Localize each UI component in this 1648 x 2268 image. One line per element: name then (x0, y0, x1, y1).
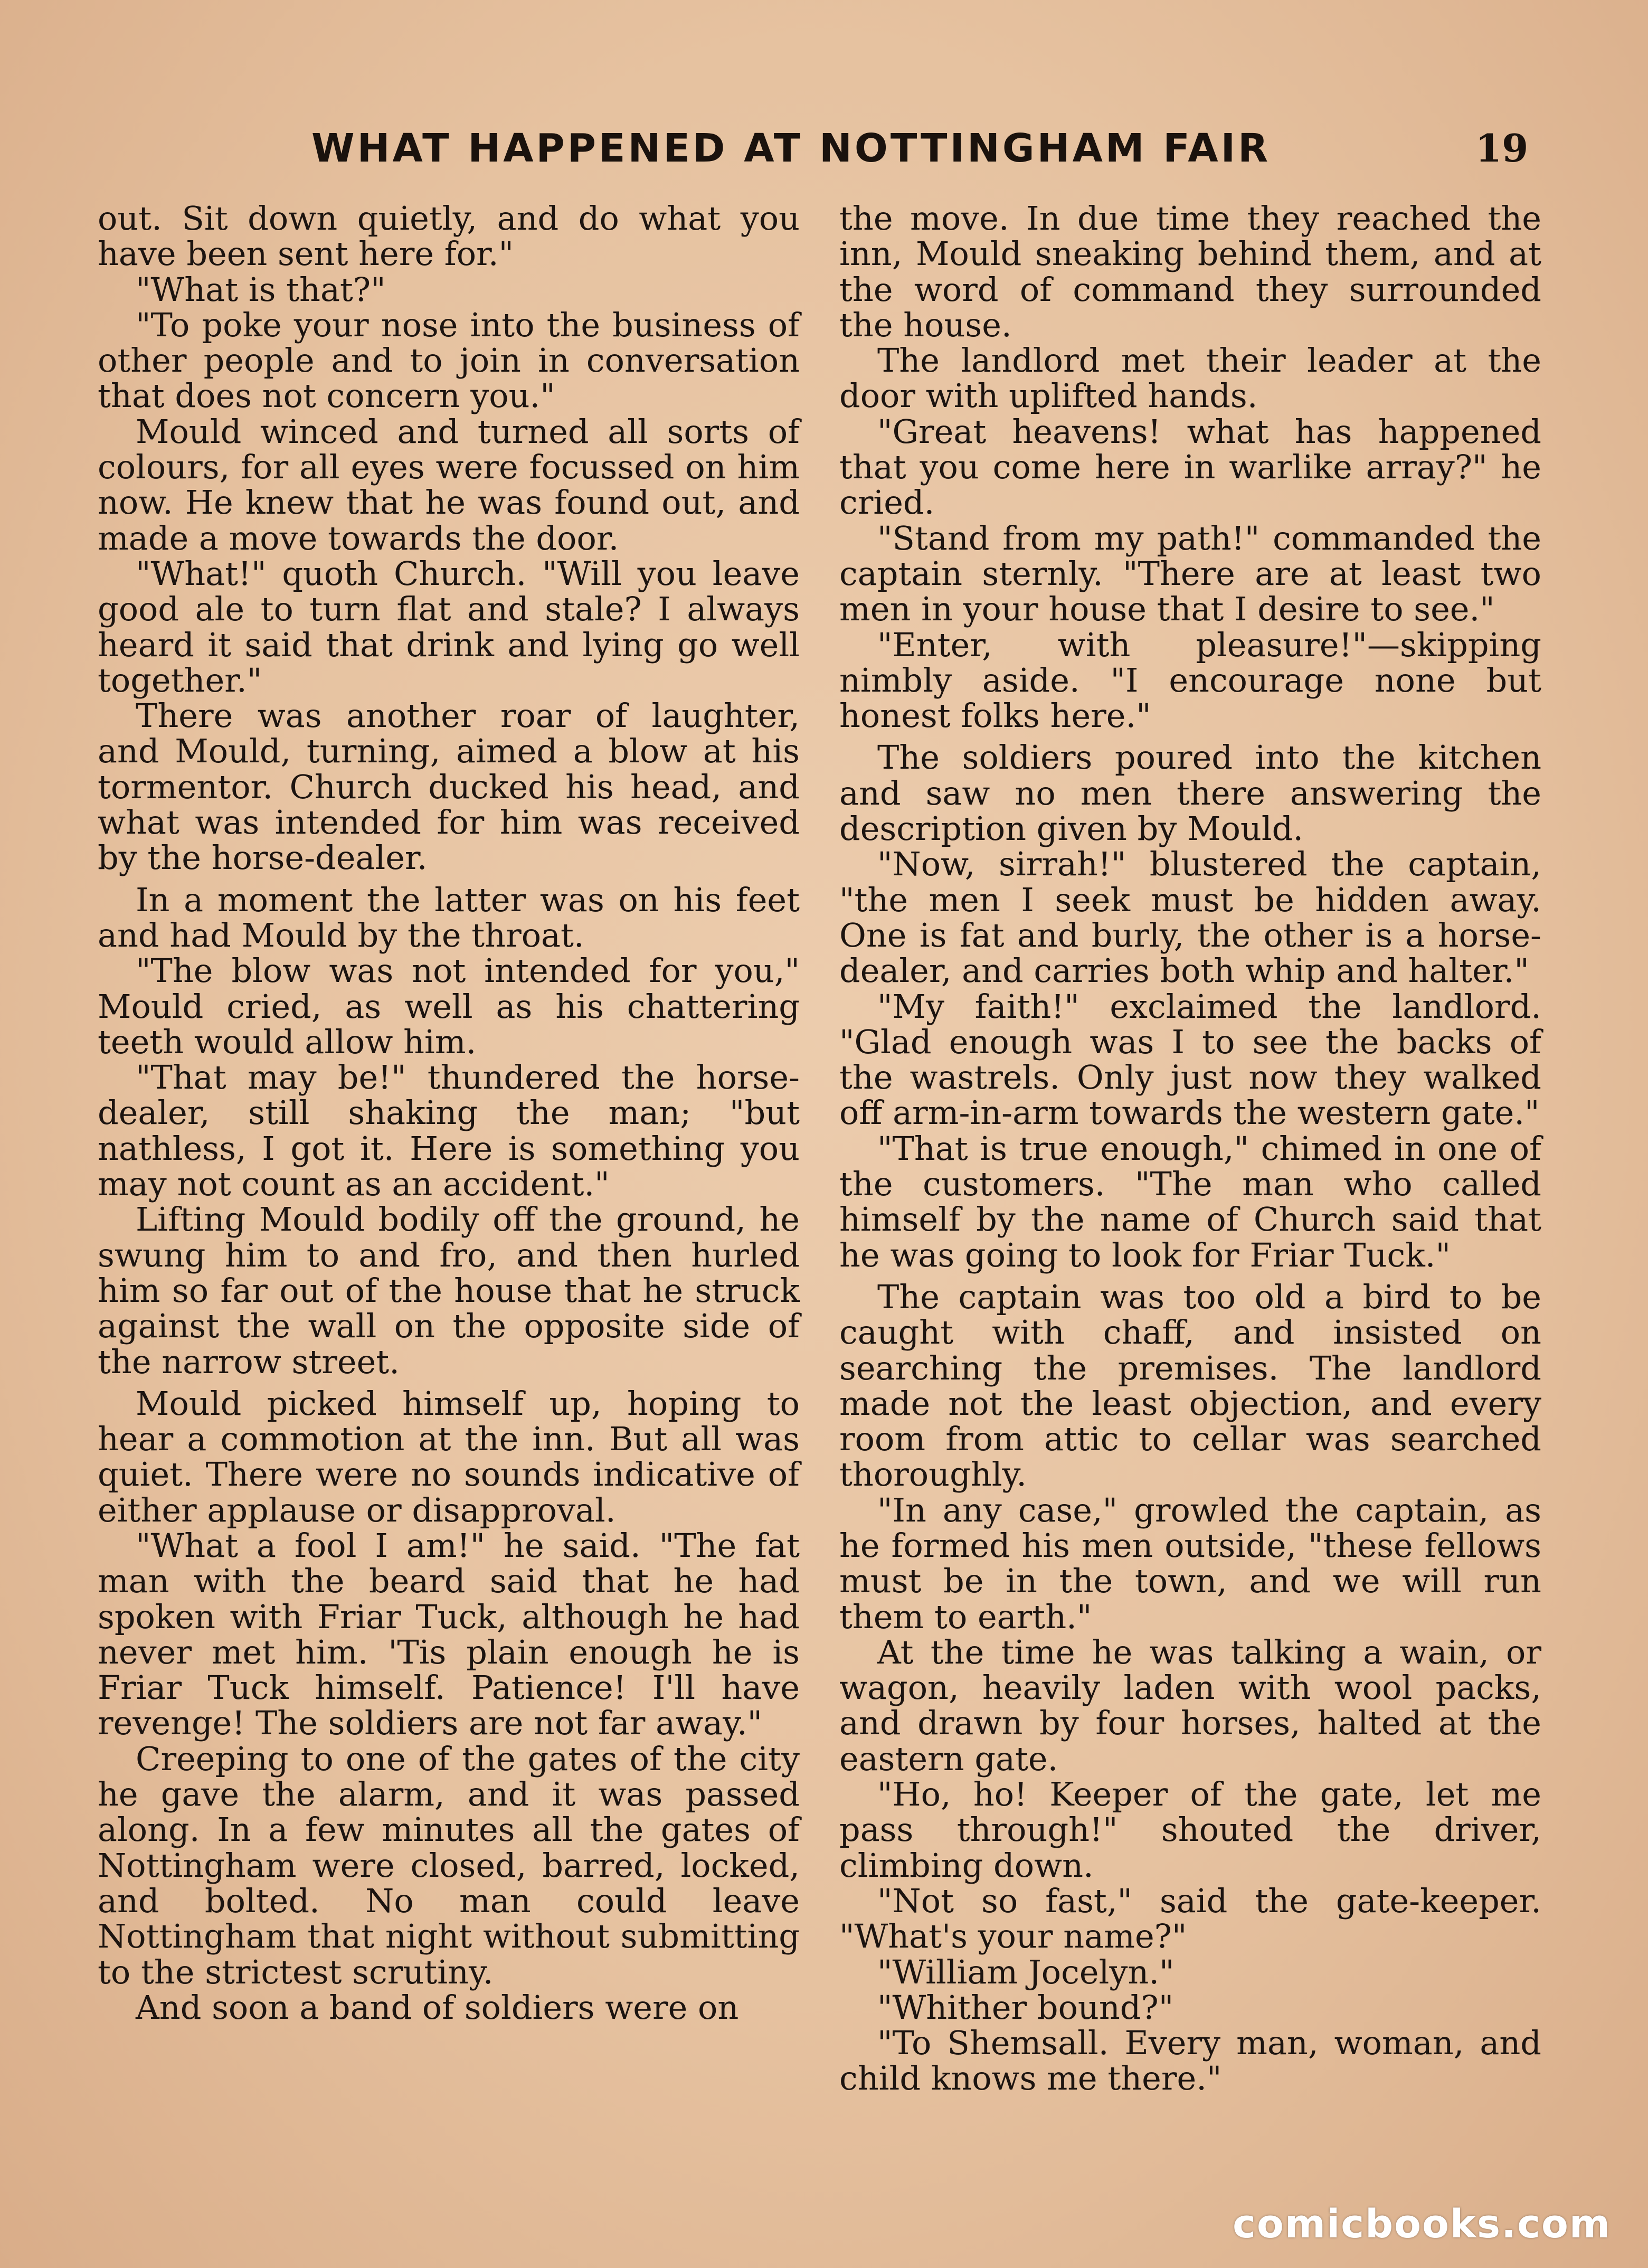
watermark-logo: comicbooks.com (1233, 2201, 1611, 2247)
right-column (839, 201, 1541, 2096)
paragraph: "What is that?" (136, 270, 386, 309)
page-number: 19 (1475, 126, 1529, 171)
paragraph: "Whither bound?" (877, 1988, 1174, 2027)
paragraph: "Ho, ho! Keeper of the gate, let me pass through!" shouted the driver, climbing down. (839, 1775, 1541, 1885)
paragraph: "My faith!" exclaimed the landlord. "Glad enough was I to see the backs of the wastrels. Only just now they walked off arm-in-arm towards the western gate." (839, 987, 1541, 1132)
paragraph: "In any case," growled the captain, as he formed his men outside, "these fellows must be in the town, and we will run them to earth." (839, 1490, 1541, 1636)
paragraph: There was another roar of laughter, and Mould, turning, aimed a blow at his tormentor. Church ducked his head, and what was intended for him was received by the horse-dealer. (98, 696, 800, 877)
paragraph: "Great heavens! what has happened that you come here in warlike array?" he cried. (839, 412, 1541, 522)
left-column (98, 201, 800, 2025)
paragraph: And soon a band of soldiers were on (136, 1988, 739, 2027)
paragraph: "The blow was not intended for you," Mould cried, as well as his chattering teeth would allow him. (98, 951, 800, 1061)
paragraph: "That is true enough," chimed in one of the customers. "The man who called himself by the name of Church said that he was going to look for Friar Tuck." (839, 1129, 1541, 1274)
paragraph: Mould picked himself up, hoping to hear a commotion at the inn. But all was quiet. There were no sounds indicative of either applause or disapproval. (98, 1384, 800, 1529)
paragraph: Mould winced and turned all sorts of colours, for all eyes were focussed on him now. He knew that he was found out, and made a move towards the door. (98, 412, 800, 557)
paragraph: "To Shemsall. Every man, woman, and child knows me there." (839, 2024, 1541, 2098)
paragraph: "What!" quoth Church. "Will you leave good ale to turn flat and stale? I always heard it said that drink and lying go well together." (98, 554, 800, 700)
paragraph: At the time he was talking a wain, or wagon, heavily laden with wool packs, and drawn by four horses, halted at the eastern gate. (839, 1632, 1541, 1778)
paragraph: Lifting Mould bodily off the ground, he swung him to and fro, and then hurled him so far out of the house that he struck against the wall on the opposite side of the narrow street. (98, 1200, 800, 1381)
paragraph: The soldiers poured into the kitchen and saw no men there answering the description given by Mould. (839, 738, 1541, 848)
paragraph: "Enter, with pleasure!"—skipping nimbly aside. "I encourage none but honest folks here." (839, 625, 1541, 735)
paragraph: "Not so fast," said the gate-keeper. "What's your name?" (839, 1881, 1541, 1956)
paragraph: "To poke your nose into the business of other people and to join in conversation that does not concern you." (98, 305, 800, 415)
paragraph: In a moment the latter was on his feet and had Mould by the throat. (98, 880, 800, 955)
paragraph: The landlord met their leader at the door with uplifted hands. (839, 341, 1541, 415)
paragraph: out. Sit down quietly, and do what you have been sent here for." (98, 199, 800, 273)
paragraph: "Stand from my path!" commanded the captain sternly. "There are at least two men in your house that I desire to see." (839, 518, 1541, 629)
running-title: WHAT HAPPENED AT NOTTINGHAM FAIR (311, 126, 1271, 171)
page-header (0, 126, 1648, 184)
paragraph: "William Jocelyn." (877, 1952, 1175, 1991)
paragraph: the move. In due time they reached the inn, Mould sneaking behind them, and at the word of command they surrounded the house. (839, 199, 1541, 344)
paragraph: "That may be!" thundered the horse-dealer, still shaking the man; "but nathless, I got it. Here is something you may not count as an accident." (98, 1058, 800, 1204)
paragraph: "Now, sirrah!" blustered the captain, "the men I seek must be hidden away. One is fat and burly, the other is a horse-dealer, and carries both whip and halter." (839, 845, 1541, 990)
paragraph: The captain was too old a bird to be caught with chaff, and insisted on searching the premises. The landlord made not the least objection, and every room from attic to cellar was searched thoroughly. (839, 1277, 1541, 1494)
paragraph: Creeping to one of the gates of the city he gave the alarm, and it was passed along. In a few minutes all the gates of Nottingham were closed, barred, locked, and bolted. No man could leave Nottingham that night without submitting to the strictest scrutiny. (98, 1739, 800, 1991)
paragraph: "What a fool I am!" he said. "The fat man with the beard said that he had spoken with Friar Tuck, although he had never met him. 'Tis plain enough he is Friar Tuck himself. Patience! I'll have revenge! The soldiers are not far away." (98, 1526, 800, 1743)
